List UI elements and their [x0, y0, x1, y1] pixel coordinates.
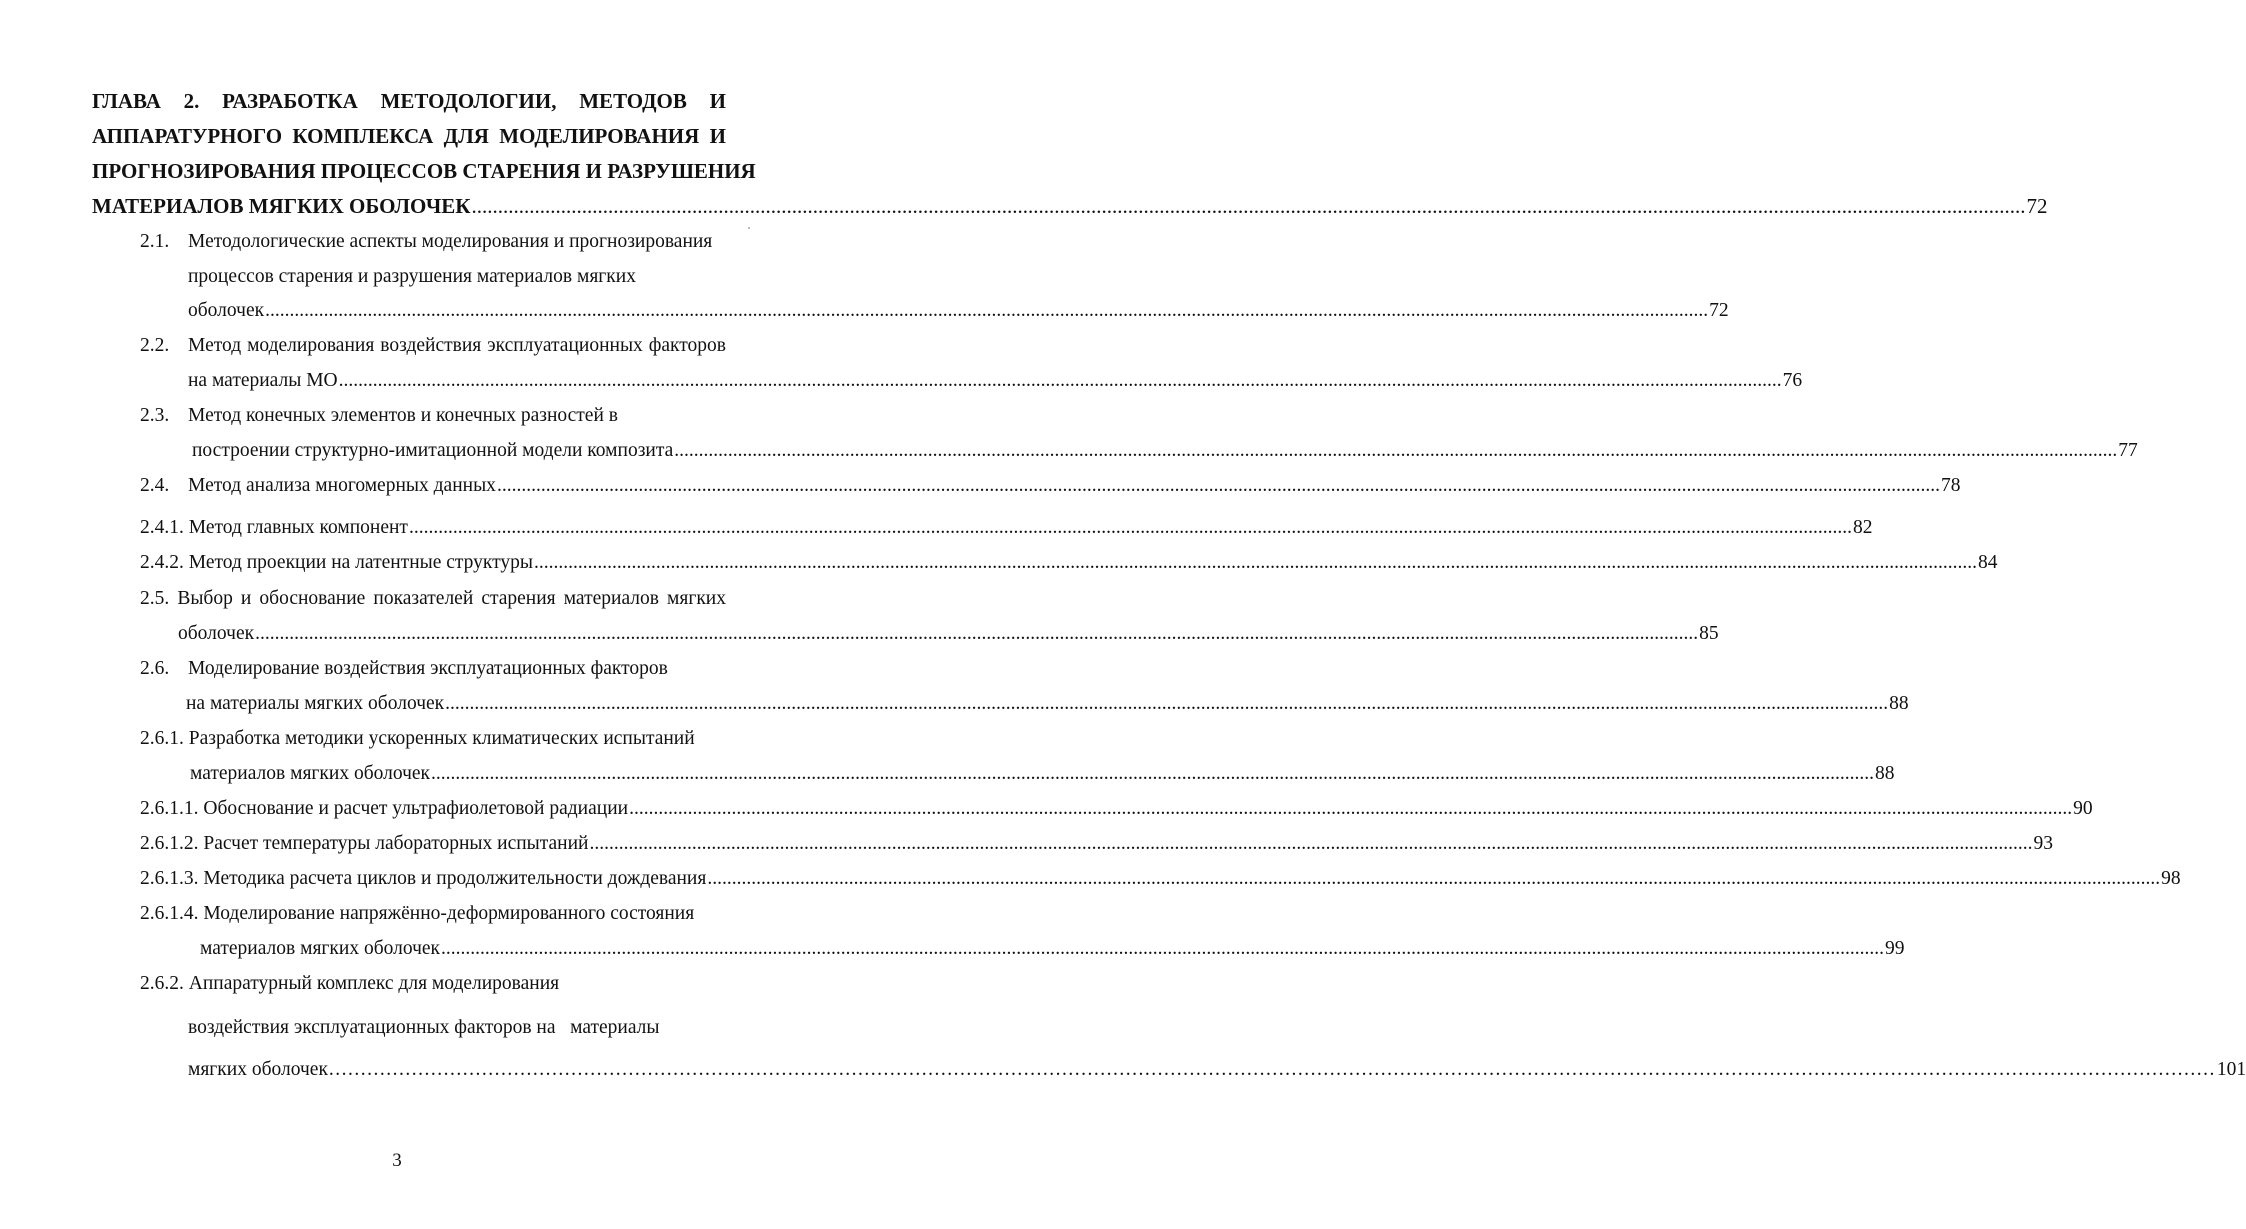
toc-entry-text: мягких оболочек [188, 1059, 328, 1080]
toc-entry-text: Метод анализа многомерных данных [188, 475, 496, 496]
toc-entry-text: оболочек [188, 300, 265, 321]
page-ref: 78 [1940, 475, 1961, 496]
leader-dots [629, 797, 2072, 821]
page-ref: 77 [2118, 440, 2138, 461]
toc-entry-text: построении структурно-имитационной модели композита [192, 440, 674, 461]
toc-entry-2-6-2-line-1: 2.6.2. Аппаратурный комплекс для моделирования [140, 973, 560, 994]
toc-entry-2-3-line-1: Метод конечных элементов и конечных разностей в [188, 405, 618, 426]
toc-entry-2-4-line-1 [188, 474, 1961, 498]
toc-entry-text: оболочек [178, 623, 255, 644]
chapter-title-line-1: ГЛАВА 2. РАЗРАБОТКА МЕТОДОЛОГИИ, МЕТОДОВ И [92, 89, 726, 113]
chapter-title-text: МАТЕРИАЛОВ МЯГКИХ ОБОЛОЧЕК [92, 194, 471, 218]
toc-entry-2-6-1-line-2 [190, 762, 1895, 786]
toc-entry-2-3-line-2 [192, 439, 2138, 463]
leader-dots [472, 194, 2026, 218]
toc-entry-text: материалов мягких оболочек [190, 763, 431, 784]
toc-entry-2-3-number: 2.3. [140, 405, 170, 426]
toc-entry-2-6-1-3 [140, 867, 2181, 891]
leader-dots [329, 1058, 2216, 1082]
leader-dots [409, 516, 1852, 540]
page-ref: 72 [1709, 300, 1729, 321]
toc-entry-2-6-1-4-line-1: 2.6.1.4. Моделирование напряжённо-деформированного состояния [140, 903, 695, 924]
leader-dots [589, 832, 2032, 856]
toc-entry-2-6-2-line-2: воздействия эксплуатационных факторов на материалы [188, 1017, 660, 1038]
toc-entry-2-4-number: 2.4. [140, 475, 170, 496]
page-ref: 88 [1889, 693, 1909, 714]
scan-mark [748, 227, 750, 229]
toc-entry-2-2-number: 2.2. [140, 335, 170, 356]
toc-entry-2-6-1-1 [140, 797, 2093, 821]
toc-entry-text: 2.4.1. Метод главных компонент [140, 517, 408, 538]
leader-dots [445, 692, 1888, 716]
toc-entry-text: на материалы МО [188, 370, 338, 391]
chapter-title-line-4 [92, 194, 2048, 218]
page-ref: 90 [2073, 798, 2093, 819]
leader-dots: ..... .. [707, 867, 2160, 891]
toc-entry-2-1-line-1: Методологические аспекты моделирования и прогнозирования [188, 231, 713, 252]
chapter-title-line-3: ПРОГНОЗИРОВАНИЯ ПРОЦЕССОВ СТАРЕНИЯ И РАЗРУШЕНИЯ [92, 159, 756, 183]
toc-entry-2-2-line-1: Метод моделирования воздействия эксплуатационных факторов [188, 335, 726, 356]
toc-entry-2-5-line-1: 2.5. Выбор и обоснование показателей старения материалов мягких [140, 588, 726, 609]
leader-dots [265, 299, 1708, 323]
toc-entry-text: 2.6.1.3. Методика расчета циклов и продолжительности дождевания [140, 868, 707, 889]
toc-entry-2-5-line-2 [178, 622, 1719, 646]
page-ref: 82 [1852, 517, 1873, 538]
toc-entry-text: 2.6.1.1. Обоснование и расчет ультрафиолетовой радиации [140, 798, 629, 819]
page-ref: 72 [2026, 194, 2048, 218]
toc-entry-2-4-2 [140, 551, 1998, 575]
toc-entry-2-1-line-2: процессов старения и разрушения материалов мягких [188, 266, 636, 287]
page-ref: 76 [1782, 370, 1803, 391]
page-ref: 93 [2033, 833, 2053, 854]
page-ref: 85 [1699, 623, 1719, 644]
leader-dots [497, 474, 1940, 498]
leader-dots [674, 439, 2117, 463]
toc-entry-text: материалов мягких оболочек [200, 938, 441, 959]
toc-entry-2-6-1-4-line-2 [200, 937, 1905, 961]
leader-dots [534, 551, 1977, 575]
chapter-title-line-2: АППАРАТУРНОГО КОМПЛЕКСА ДЛЯ МОДЕЛИРОВАНИЯ И [92, 124, 726, 148]
leader-dots [339, 369, 1782, 393]
page-ref: 101 [2216, 1059, 2246, 1080]
leader-dots [441, 937, 1884, 961]
page-number: 3 [392, 1150, 402, 1171]
toc-entry-2-2-line-2 [188, 369, 1803, 393]
toc-entry-2-4-1 [140, 516, 1873, 540]
toc-entry-2-6-2-line-3 [188, 1058, 2246, 1082]
page-ref: 84 [1978, 552, 1998, 573]
page-ref: 98 [2161, 868, 2181, 889]
toc-entry-text: на материалы мягких оболочек [186, 693, 445, 714]
toc-entry-2-1-line-3 [188, 299, 1729, 323]
toc-entry-2-6-number: 2.6. [140, 658, 170, 679]
toc-entry-2-6-line-1: Моделирование воздействия эксплуатационных факторов [188, 658, 668, 679]
toc-entry-text: 2.4.2. Метод проекции на латентные структуры [140, 552, 534, 573]
page-ref: 99 [1885, 938, 1905, 959]
toc-entry-2-6-1-line-1: 2.6.1. Разработка методики ускоренных климатических испытаний [140, 728, 695, 749]
toc-entry-text: 2.6.1.2. Расчет температуры лабораторных испытаний [140, 833, 589, 854]
toc-entry-2-6-1-2 [140, 832, 2053, 856]
leader-dots [255, 622, 1698, 646]
toc-entry-2-1-number: 2.1. [140, 231, 170, 252]
toc-entry-2-6-line-2 [186, 692, 1909, 716]
leader-dots [431, 762, 1874, 786]
page-ref: 88 [1875, 763, 1895, 784]
